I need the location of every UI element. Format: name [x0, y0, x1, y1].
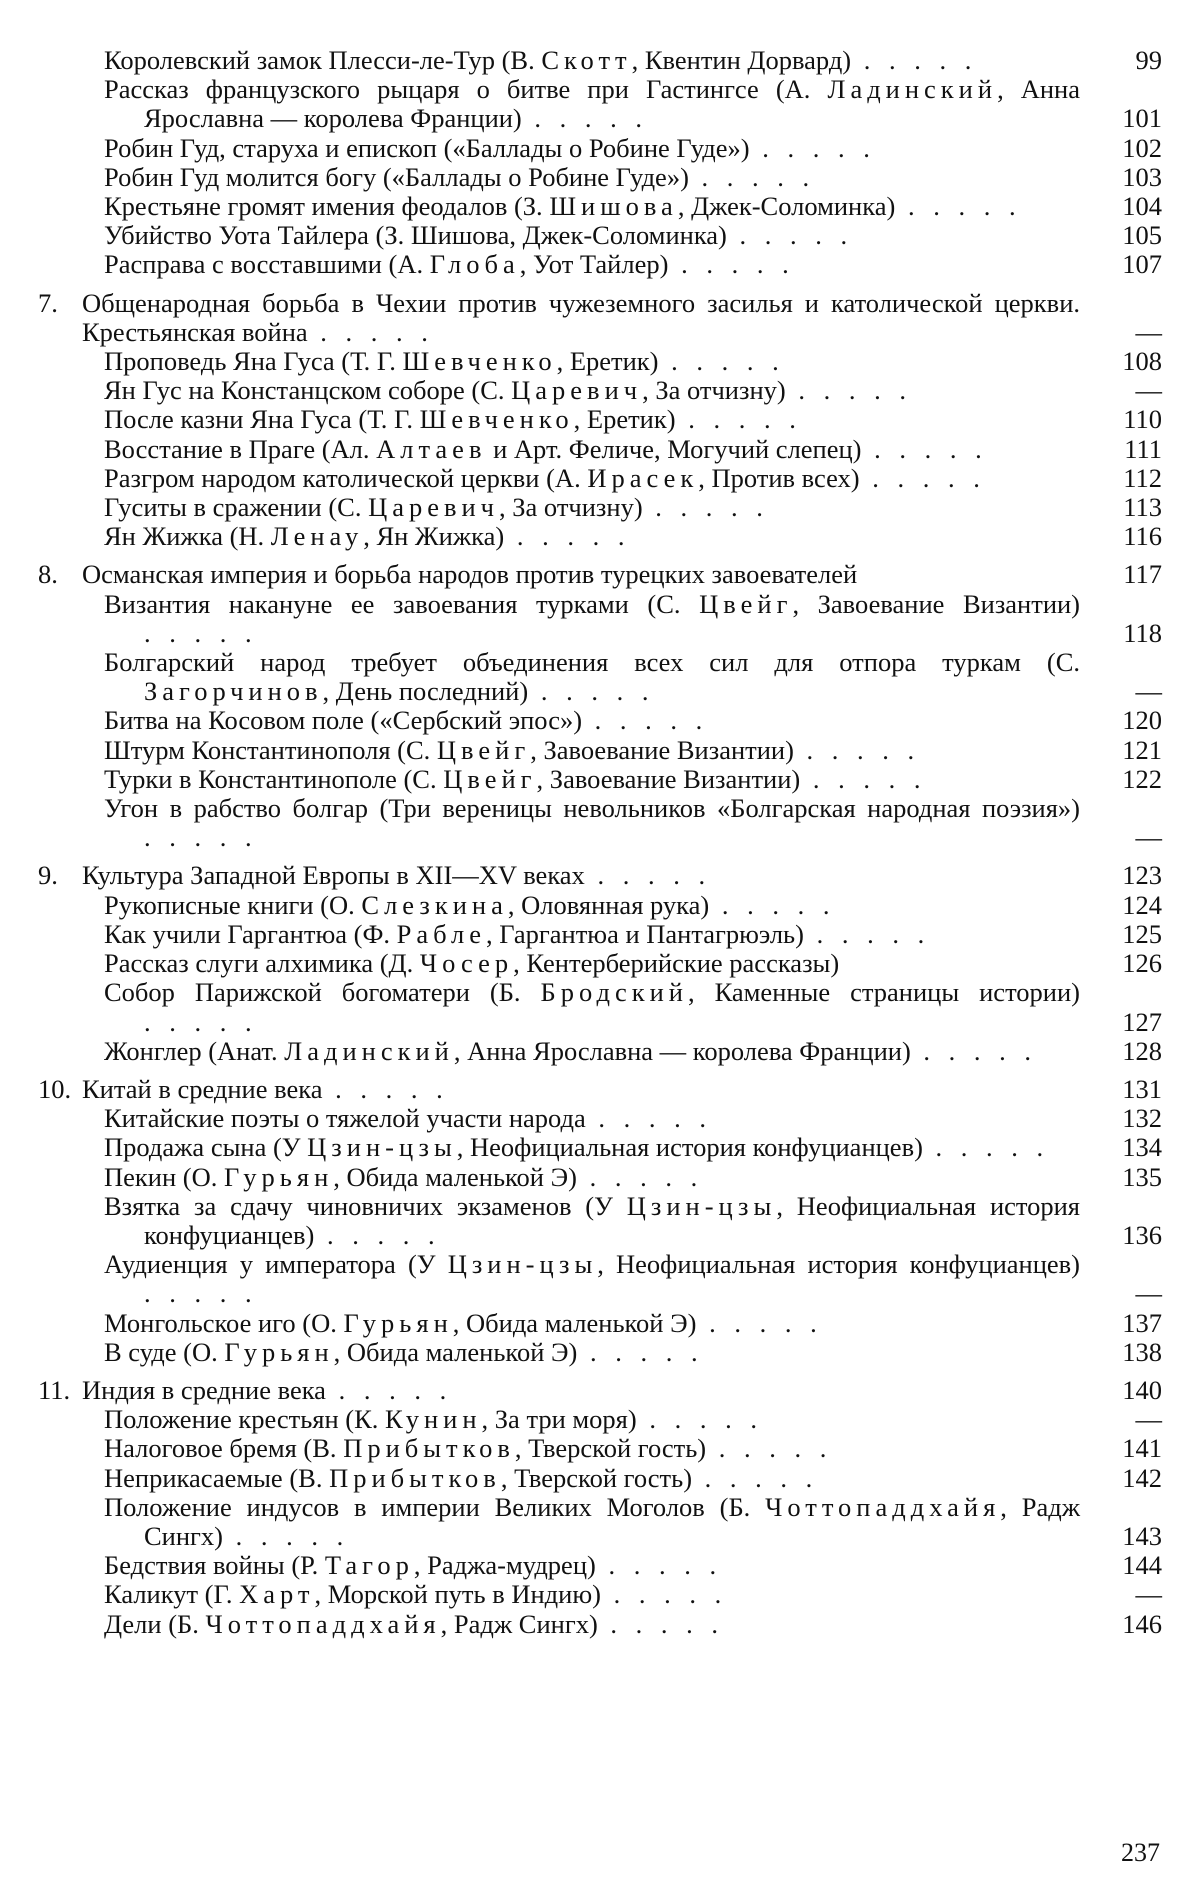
toc-entry — [38, 376, 1168, 405]
entry-text: Турки в Константинополе (С. — [104, 763, 444, 794]
leader-dots: . . . . . — [706, 1433, 833, 1464]
entry-title — [104, 977, 1080, 1037]
entry-title — [38, 1374, 1080, 1405]
entry-text: Аудиенция у императора (У — [104, 1249, 448, 1280]
entry-title — [104, 1491, 1080, 1551]
entry-page: 143 — [1122, 1520, 1162, 1551]
entry-source: , Анна Ярославна — королева Франции) — [453, 1035, 911, 1066]
entry-author: Чоттопаддхайя — [205, 1608, 441, 1639]
entry-source: , Обида маленькой Э) — [333, 1336, 578, 1367]
entry-page: 121 — [1122, 734, 1162, 765]
entry-text: Штурм Константинополя (С. — [104, 734, 437, 765]
toc-entry — [38, 648, 1168, 706]
entry-text: После казни Яна Гуса (Т. Г. — [104, 404, 420, 435]
entry-title — [104, 1404, 1080, 1435]
toc-entry — [38, 1610, 1168, 1639]
entry-text: Робин Гуд, старуха и епископ («Баллады о Робине Гуде») — [104, 132, 750, 163]
leader-dots: . . . . . — [636, 1404, 763, 1435]
entry-text: Византия накануне ее завоевания турками (С. — [104, 588, 700, 619]
entry-page: 117 — [1123, 559, 1162, 590]
entry-page: 141 — [1122, 1433, 1162, 1464]
entry-title — [104, 948, 1080, 979]
toc-entry — [38, 405, 1168, 434]
leader-dots: . . . . . — [144, 1278, 258, 1309]
entry-text: Угон в рабство болгар (Три вереницы невольников «Болгарская народная поэзия») — [104, 793, 1080, 824]
entry-title — [104, 793, 1080, 853]
entry-author: Цвейг — [699, 588, 793, 619]
entry-source: , Обида маленькой Э) — [452, 1307, 697, 1338]
entry-page: — — [1135, 316, 1162, 347]
toc-entry — [38, 435, 1168, 464]
entry-page: 140 — [1122, 1374, 1162, 1405]
entry-page: 146 — [1122, 1608, 1162, 1639]
entry-text: Как учили Гаргантюа (Ф. — [104, 918, 397, 949]
toc-entry — [38, 1192, 1168, 1250]
entry-author: Царевич — [368, 492, 500, 523]
entry-title — [104, 1190, 1080, 1250]
entry-title — [38, 559, 1080, 590]
entry-source: , Каменные страницы истории) — [687, 977, 1080, 1008]
entry-author: Цзин-цзы — [447, 1249, 598, 1280]
entry-author: Цвейг — [443, 763, 537, 794]
leader-dots: . . . . . — [861, 433, 988, 464]
leader-dots: . . . . . — [144, 822, 258, 853]
entry-title — [104, 588, 1081, 648]
entry-title — [104, 132, 1080, 163]
toc-section — [38, 1075, 1168, 1104]
leader-dots: . . . . . — [785, 375, 912, 406]
entry-text: Расправа с восставшими (А. — [104, 249, 430, 280]
entry-page: 113 — [1123, 492, 1162, 523]
entry-page: 103 — [1122, 161, 1162, 192]
entry-source: , Гаргантюа и Пантагрюэль) — [485, 918, 804, 949]
entry-text: Положение крестьян (К. — [104, 1404, 386, 1435]
entry-text: Разгром народом католической церкви (А. — [104, 462, 588, 493]
leader-dots: . . . . . — [314, 1219, 441, 1250]
leader-dots: . . . . . — [595, 1550, 723, 1581]
entry-title — [38, 287, 1080, 347]
entry-author: Прибытков — [343, 1433, 515, 1464]
entry-title — [104, 492, 1080, 523]
entry-source: , Обида маленькой Э) — [333, 1161, 577, 1192]
entry-author: Харт — [239, 1579, 315, 1610]
leader-dots: . . . . . — [585, 1103, 713, 1134]
toc-entry — [38, 493, 1168, 522]
toc-entry — [38, 1493, 1168, 1551]
entry-page: 142 — [1122, 1462, 1162, 1493]
entry-title — [104, 1132, 1080, 1163]
leader-dots: . . . . . — [749, 132, 876, 163]
entry-author: Тагор — [324, 1550, 414, 1581]
leader-dots: . . . . . — [325, 1374, 453, 1405]
toc-section — [38, 560, 1168, 589]
entry-author: Скотт — [541, 45, 632, 75]
entry-source: , Радж Сингх) — [440, 1608, 598, 1639]
entry-author: Прибытков — [329, 1462, 501, 1493]
leader-dots: . . . . . — [692, 1462, 819, 1493]
toc-entry — [38, 46, 1168, 75]
toc-entry — [38, 794, 1168, 852]
toc-entry — [38, 949, 1168, 978]
entry-author: Шишова — [549, 191, 678, 222]
leader-dots: . . . . . — [144, 617, 258, 648]
entry-title — [104, 74, 1080, 134]
entry-title — [104, 1433, 1080, 1464]
leader-dots: . . . . . — [307, 316, 434, 347]
entry-page: 101 — [1122, 103, 1162, 134]
entry-title — [104, 734, 1080, 765]
entry-page: — — [1135, 1404, 1162, 1435]
entry-source: , За отчизну) — [499, 492, 643, 523]
entry-text: Китайские поэты о тяжелой участи народа — [104, 1103, 586, 1134]
entry-author: Цзин-цзы — [307, 1132, 457, 1163]
entry-author: Глоба — [429, 249, 520, 280]
toc-entry — [38, 920, 1168, 949]
entry-author: Гурьян — [223, 1161, 334, 1192]
entry-source: , За отчизну) — [642, 375, 786, 406]
entry-page: 138 — [1122, 1336, 1162, 1367]
entry-text: Дели (Б. — [104, 1608, 206, 1639]
entry-title — [104, 1161, 1080, 1192]
section-number: 10. — [38, 1073, 72, 1104]
entry-title — [104, 433, 1080, 464]
leader-dots: . . . . . — [688, 161, 816, 192]
entry-text: Ян Гус на Констанцском соборе (С. — [104, 375, 512, 406]
entry-title — [104, 191, 1080, 222]
entry-page: 128 — [1122, 1035, 1162, 1066]
entry-source: , Радж Сингх) — [144, 1491, 1080, 1551]
toc-section — [38, 861, 1168, 890]
entry-source: , Завоевание Византии) — [536, 763, 801, 794]
toc-entry — [38, 464, 1168, 493]
leader-dots: . . . . . — [322, 1073, 449, 1104]
entry-source: , Анна Ярославна — королева Франции) — [144, 74, 1080, 134]
entry-page: — — [1135, 822, 1162, 853]
entry-title — [104, 1550, 1080, 1581]
entry-source: , Уот Тайлер) — [519, 249, 669, 280]
toc-entry — [38, 590, 1168, 648]
entry-text: Положение индусов в империи Великих Моголов (Б. — [104, 1491, 766, 1522]
entry-author: Царевич — [511, 375, 643, 406]
leader-dots: . . . . . — [577, 1336, 704, 1367]
entry-page: 135 — [1122, 1161, 1162, 1192]
entry-title — [104, 346, 1080, 377]
entry-source: , Завоевание Византии) — [530, 734, 794, 765]
entry-title — [104, 1608, 1080, 1639]
entry-text: В суде (О. — [104, 1336, 225, 1367]
entry-source: , Еретик) — [556, 346, 659, 377]
entry-source: , Ян Жижка) — [363, 521, 505, 552]
entry-title — [104, 1249, 1080, 1309]
entry-source: , Неофициальная история конфуцианцев) — [597, 1249, 1080, 1280]
toc-entry — [38, 1250, 1168, 1308]
entry-author: Ирасек — [587, 462, 699, 493]
entry-page: — — [1135, 1278, 1162, 1309]
leader-dots: . . . . . — [696, 1307, 823, 1338]
entry-page: 131 — [1122, 1073, 1162, 1104]
entry-title — [104, 161, 1080, 192]
toc-entry — [38, 1464, 1168, 1493]
entry-page: — — [1135, 1579, 1162, 1610]
entry-title — [104, 404, 1080, 435]
entry-author: Цвейг — [436, 734, 531, 765]
entry-source: , Морской путь в Индию) — [314, 1579, 601, 1610]
toc-entry — [38, 1338, 1168, 1367]
page-number: 237 — [1121, 1838, 1160, 1867]
entry-title — [104, 45, 1080, 75]
entry-title — [104, 375, 1080, 406]
entry-author: Алтаев — [376, 433, 487, 464]
leader-dots: . . . . . — [600, 1579, 728, 1610]
entry-page: 126 — [1122, 948, 1162, 979]
entry-text: Рассказ слуги алхимика (Д. — [104, 948, 420, 979]
entry-text: Османская империя и борьба народов против турецких завоевателей — [82, 559, 858, 590]
section-number: 9. — [38, 860, 58, 891]
entry-source: , Джек-Соломинка) — [677, 191, 896, 222]
leader-dots: . . . . . — [144, 1006, 258, 1037]
entry-title — [104, 1103, 1080, 1134]
toc-entry — [38, 1133, 1168, 1162]
leader-dots: . . . . . — [584, 860, 712, 891]
entry-title — [104, 763, 1080, 794]
toc-section — [38, 1376, 1168, 1405]
toc-entry — [38, 163, 1168, 192]
entry-author: Чоттопаддхайя — [765, 1491, 1001, 1522]
entry-page: 127 — [1122, 1006, 1162, 1037]
leader-dots: . . . . . — [675, 404, 802, 435]
toc-entry — [38, 1104, 1168, 1133]
leader-dots: . . . . . — [726, 220, 854, 251]
entry-text: Бедствия войны (Р. — [104, 1550, 325, 1581]
entry-text: Монгольское иго (О. — [104, 1307, 344, 1338]
leader-dots: . . . . . — [793, 734, 921, 765]
leader-dots: . . . . . — [803, 918, 931, 949]
entry-text: Взятка за сдачу чиновничих экзаменов (У — [104, 1190, 627, 1221]
entry-title — [38, 1073, 1080, 1104]
entry-author: Загорчинов — [144, 676, 323, 707]
entry-title — [104, 1462, 1080, 1493]
entry-text: Робин Гуд молится богу («Баллады о Робине Гуде») — [104, 161, 689, 192]
entry-author: Слезкина — [361, 889, 508, 920]
entry-page: 144 — [1122, 1550, 1162, 1581]
entry-text: Общенародная борьба в Чехии против чужеземного засилья и католической церкви. Крестьянская война — [82, 287, 1080, 347]
entry-text: Продажа сына (У — [104, 1132, 308, 1163]
entry-text: Индия в средние века — [82, 1374, 326, 1405]
entry-text: Убийство Уота Тайлера (З. Шишова, Джек-Соломинка) — [104, 220, 727, 251]
entry-title — [104, 1336, 1080, 1367]
entry-page: 134 — [1122, 1132, 1162, 1163]
entry-page: 110 — [1123, 404, 1162, 435]
toc-entry — [38, 765, 1168, 794]
entry-text: Жонглер (Анат. — [104, 1035, 285, 1066]
leader-dots: . . . . . — [582, 705, 709, 736]
toc-entry — [38, 134, 1168, 163]
entry-source: , День последний) — [322, 676, 529, 707]
entry-page: 108 — [1122, 346, 1162, 377]
entry-author: Ленау — [270, 521, 364, 552]
entry-text: Китай в средние века — [82, 1073, 323, 1104]
entry-source: , Тверской гость) — [500, 1462, 693, 1493]
toc-entry — [38, 75, 1168, 133]
leader-dots: . . . . . — [597, 1608, 725, 1639]
entry-author: Шевченко — [402, 346, 557, 377]
entry-page: 104 — [1122, 191, 1162, 222]
toc-entry — [38, 1580, 1168, 1609]
section-number: 11. — [38, 1374, 71, 1405]
entry-title — [104, 521, 1080, 552]
leader-dots: . . . . . — [222, 1520, 350, 1551]
entry-text: Налоговое бремя (В. — [104, 1433, 344, 1464]
entry-page: 105 — [1122, 220, 1162, 251]
entry-page: — — [1135, 375, 1162, 406]
entry-title — [104, 249, 1080, 280]
entry-page: 123 — [1122, 860, 1162, 891]
entry-title — [104, 462, 1080, 493]
entry-source: , Неофициальная история конфуцианцев) — [456, 1132, 923, 1163]
entry-author: Гурьян — [224, 1336, 334, 1367]
entry-source: , Неофициальная история конфуцианцев) — [144, 1190, 1080, 1250]
entry-title — [104, 647, 1080, 707]
entry-title — [104, 220, 1080, 251]
section-number: 7. — [38, 287, 58, 318]
entry-page: 122 — [1122, 763, 1162, 794]
entry-page: 124 — [1122, 889, 1162, 920]
entry-page: 120 — [1122, 705, 1162, 736]
entry-source: , Против всех) — [698, 462, 860, 493]
entry-text: Собор Парижской богоматери (Б. — [104, 977, 541, 1008]
entry-page: 99 — [1135, 45, 1162, 75]
entry-page: 137 — [1122, 1307, 1162, 1338]
entry-text: Восстание в Праге (Ал. — [104, 433, 377, 464]
table-of-contents — [38, 46, 1168, 1639]
entry-title — [104, 1307, 1080, 1338]
entry-source: , Квентин Дорвард) — [631, 45, 852, 75]
entry-author: Кунин — [385, 1404, 482, 1435]
entry-author: Ладинский — [827, 74, 998, 105]
entry-page: 116 — [1123, 521, 1162, 552]
leader-dots: . . . . . — [922, 1132, 1050, 1163]
leader-dots: . . . . . — [668, 249, 795, 280]
leader-dots: . . . . . — [642, 492, 769, 523]
entry-page: 102 — [1122, 132, 1162, 163]
entry-title — [104, 705, 1080, 736]
entry-text: Неприкасаемые (В. — [104, 1462, 330, 1493]
toc-entry — [38, 347, 1168, 376]
entry-author: Чосер — [419, 948, 514, 979]
toc-entry — [38, 522, 1168, 551]
toc-entry — [38, 192, 1168, 221]
entry-text: Королевский замок Плесси-ле-Тур (В. — [104, 45, 542, 75]
entry-source: , Раджа-мудрец) — [413, 1550, 596, 1581]
entry-page: 107 — [1122, 249, 1162, 280]
toc-entry — [38, 1434, 1168, 1463]
entry-author: Гурьян — [343, 1307, 453, 1338]
entry-page: — — [1135, 676, 1162, 707]
toc-entry — [38, 221, 1168, 250]
toc-entry — [38, 1163, 1168, 1192]
entry-author: Бродский — [540, 977, 688, 1008]
entry-source: , Завоевание Византии) — [792, 588, 1081, 619]
entry-page: 111 — [1124, 433, 1162, 464]
entry-page: 112 — [1123, 462, 1162, 493]
toc-entry — [38, 736, 1168, 765]
toc-entry — [38, 978, 1168, 1036]
toc-entry — [38, 1405, 1168, 1434]
entry-title — [38, 860, 1080, 891]
entry-source: , Кентерберийские рассказы) — [513, 948, 840, 979]
entry-title — [104, 1579, 1080, 1610]
entry-text: Каликут (Г. — [104, 1579, 240, 1610]
entry-text: Проповедь Яна Гуса (Т. Г. — [104, 346, 403, 377]
entry-title — [104, 889, 1080, 920]
entry-text: Рукописные книги (О. — [104, 889, 362, 920]
entry-text: Культура Западной Европы в XII—XV веках — [82, 860, 585, 891]
entry-text: Болгарский народ требует объединения всех сил для отпора туркам (С. — [104, 647, 1080, 678]
leader-dots: . . . . . — [910, 1035, 1038, 1066]
leader-dots: . . . . . — [709, 889, 836, 920]
entry-source: , За три моря) — [481, 1404, 637, 1435]
entry-author: Рабле — [396, 918, 486, 949]
toc-entry — [38, 1551, 1168, 1580]
entry-source: , Тверской гость) — [514, 1433, 707, 1464]
leader-dots: . . . . . — [528, 676, 655, 707]
entry-text: Рассказ французского рыцаря о битве при Гастингсе (А. — [104, 74, 828, 105]
entry-page: 136 — [1122, 1219, 1162, 1250]
entry-text: Гуситы в сражении (С. — [104, 492, 369, 523]
entry-text: Пекин (О. — [104, 1161, 224, 1192]
toc-entry — [38, 891, 1168, 920]
toc-entry — [38, 706, 1168, 735]
toc-entry — [38, 1037, 1168, 1066]
entry-text: Битва на Косовом поле («Сербский эпос») — [104, 705, 583, 736]
leader-dots: . . . . . — [504, 521, 631, 552]
leader-dots: . . . . . — [658, 346, 785, 377]
entry-source: , Еретик) — [573, 404, 676, 435]
entry-text: Ян Жижка (Н. — [104, 521, 271, 552]
toc-entry — [38, 250, 1168, 279]
entry-page: 132 — [1122, 1103, 1162, 1134]
entry-source: , Оловянная рука) — [507, 889, 710, 920]
entry-page: 118 — [1123, 617, 1162, 648]
leader-dots: . . . . . — [859, 462, 986, 493]
entry-text: Крестьяне громят имения феодалов (З. — [104, 191, 550, 222]
toc-entry — [38, 1309, 1168, 1338]
leader-dots: . . . . . — [521, 103, 649, 134]
leader-dots: . . . . . — [895, 191, 1022, 222]
entry-source: и Арт. Феличе, Могучий слепец) — [486, 433, 862, 464]
leader-dots: . . . . . — [576, 1161, 704, 1192]
entry-author: Цзин-цзы — [626, 1190, 777, 1221]
section-number: 8. — [38, 559, 58, 590]
toc-section — [38, 289, 1168, 347]
entry-title — [104, 918, 1080, 949]
leader-dots: . . . . . — [851, 45, 978, 75]
entry-page: 125 — [1122, 918, 1162, 949]
entry-author: Ладинский — [284, 1035, 454, 1066]
leader-dots: . . . . . — [800, 763, 927, 794]
entry-author: Шевченко — [419, 404, 574, 435]
entry-title — [104, 1035, 1080, 1066]
